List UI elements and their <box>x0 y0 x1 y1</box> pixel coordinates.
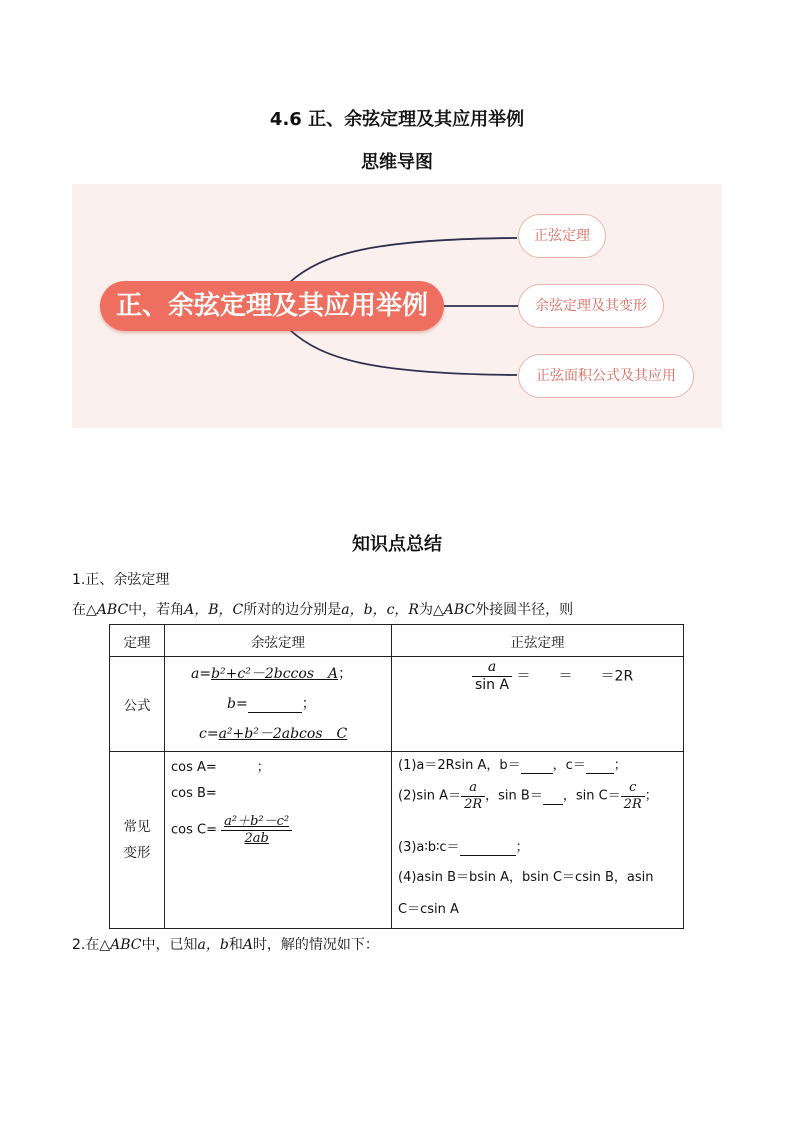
formula-row <box>110 657 684 752</box>
table-header-row <box>110 625 684 657</box>
sine-variant-1: (1)a＝2Rsin A，b＝ ，c＝ ； <box>398 758 627 773</box>
variants-row <box>110 752 684 929</box>
cos-formula-a: a=b²+c²－2bccos A； <box>191 666 353 682</box>
mindmap-root-node: 正、余弦定理及其应用举例 <box>100 281 444 331</box>
summary-heading: 知识点总结 <box>352 534 442 555</box>
section-2-heading: 2.在△ABC中，已知a，b和A时，解的情况如下： <box>72 937 379 953</box>
mindmap-branch-cosine-theorem: 余弦定理及其变形 <box>518 284 664 328</box>
sine-variant-4-line-2: C＝csin A <box>398 902 459 917</box>
cosine-formulas-cell <box>165 657 392 752</box>
sine-variant-4-line-1: (4)asin B＝bsin A，bsin C＝csin B，asin <box>398 870 654 885</box>
mindmap-branch-area-formula: 正弦面积公式及其应用 <box>518 354 694 398</box>
connector-branch-1 <box>290 238 517 282</box>
sine-variant-2: (2)sin A＝ $\frac{a}{2R}$ ，sin B＝ ，sin C＝ $\frac{c}{2R}$ ； <box>398 780 658 812</box>
row-label-variants: 常见 变形 <box>110 752 165 929</box>
sine-variant-3: (3)a∶b∶c＝ ； <box>398 840 529 855</box>
cos-formula-b: b= ； <box>227 696 316 712</box>
mindmap-branch-sine-theorem: 正弦定理 <box>518 214 606 258</box>
cosine-variants-cell <box>165 752 392 929</box>
cos-a-variant: cos A= ； <box>171 760 270 775</box>
theorem-table <box>109 624 684 929</box>
header-theorem: 定理 <box>110 625 165 657</box>
sine-formula-cell <box>392 657 684 752</box>
mindmap-heading: 思维导图 <box>361 152 433 173</box>
header-cosine: 余弦定理 <box>165 625 392 657</box>
header-sine: 正弦定理 <box>392 625 684 657</box>
sine-variants-cell <box>392 752 684 929</box>
cos-b-variant: cos B= <box>171 786 217 801</box>
mindmap <box>72 184 722 428</box>
connector-branch-3 <box>290 330 517 375</box>
sine-law-formula: $\frac{a}{\text{sin A}}$ ＝ ＝ ＝2R <box>472 659 633 694</box>
cos-formula-c: c=a²+b²－2abcos C <box>199 726 348 742</box>
row-label-formula: 公式 <box>110 657 165 752</box>
document-title: 4.6 正、余弦定理及其应用举例 <box>269 109 525 130</box>
intro-paragraph: 在△ABC中，若角A，B，C所对的边分别是a，b，c，R为△ABC外接圆半径，则 <box>72 602 574 618</box>
cos-c-variant: cos C= $\frac{\text{a²＋b²－c²}}{2ab}$ <box>171 814 292 846</box>
section-1-heading: 1.正、余弦定理 <box>72 572 170 588</box>
